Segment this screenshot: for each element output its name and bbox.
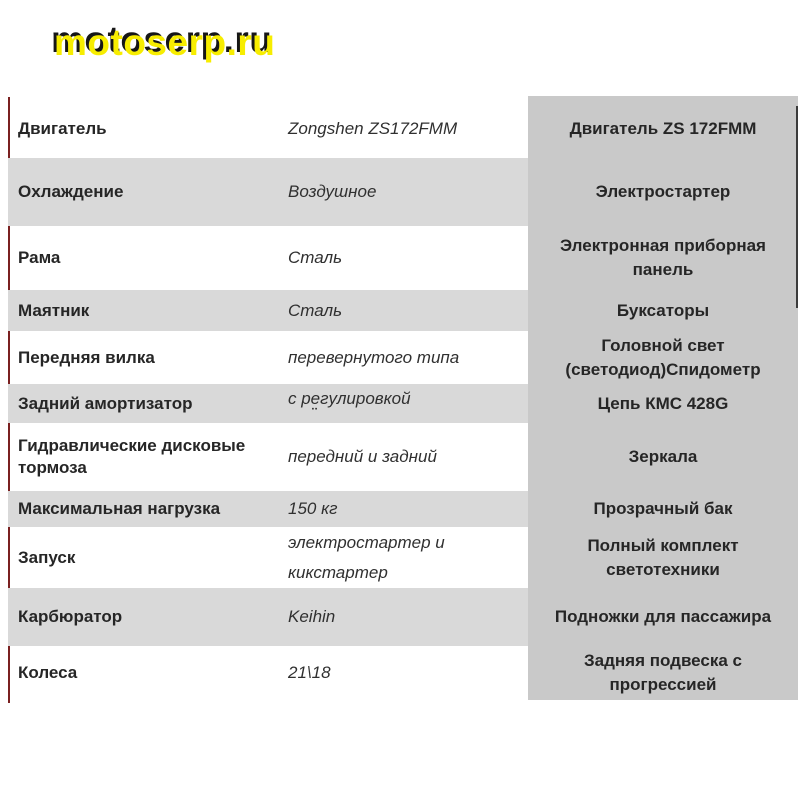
spec-value-line1: с регулировкой	[288, 388, 411, 408]
spec-value-cutoff-line: ¨	[312, 404, 319, 422]
feature-item-text: Прозрачный бак	[593, 499, 733, 518]
feature-item	[528, 423, 798, 491]
feature-item	[528, 158, 798, 226]
feature-item	[528, 588, 798, 646]
spec-label-text: Охлаждение	[18, 182, 124, 201]
spec-value-text: 21\18	[288, 663, 331, 682]
spec-value	[280, 331, 528, 384]
spec-value-text: перевернутого типа	[288, 347, 460, 367]
spec-value-text: 150 кг	[288, 499, 338, 518]
table-row	[8, 331, 798, 384]
spec-label	[8, 100, 280, 158]
spec-value	[280, 290, 528, 331]
feature-item-text: Полный комплект светотехники	[587, 535, 739, 579]
feature-item	[528, 491, 798, 527]
spec-label-text: Колеса	[18, 663, 78, 682]
feature-item-text: Цепь КМС 428G	[597, 393, 729, 413]
spec-label-text: Рама	[18, 248, 61, 267]
table-row	[8, 226, 798, 290]
spec-label	[8, 527, 280, 588]
spec-label-text: Задний амортизатор	[18, 393, 193, 413]
spec-label-text: Передняя вилка	[18, 347, 155, 367]
spec-value	[280, 491, 528, 527]
table-row	[8, 100, 798, 158]
spec-label-text: Максимальная нагрузка	[18, 499, 221, 518]
feature-item-text: Двигатель ZS 172FMM	[569, 119, 757, 138]
spec-value	[280, 100, 528, 158]
spec-value	[280, 384, 528, 423]
feature-item-text: Зеркала	[628, 447, 698, 466]
spec-label-text: Двигатель	[18, 119, 107, 138]
table-row	[8, 491, 798, 527]
table-row	[8, 384, 798, 423]
feature-item-text: Электронная приборная панель	[560, 236, 766, 279]
feature-item	[528, 646, 798, 700]
spec-label-text: Гидравлические дисковые тормоза	[18, 436, 246, 477]
feature-item-text: Электростартер	[595, 182, 731, 201]
spec-value-text: Сталь	[288, 300, 343, 320]
spec-label	[8, 423, 280, 491]
spec-value-text: Сталь	[288, 248, 343, 267]
spec-label	[8, 588, 280, 646]
feature-item	[528, 527, 798, 588]
spec-label-text: Запуск	[18, 547, 76, 567]
spec-value-text: электростартер и кикстартер	[288, 532, 445, 582]
spec-label-text: Маятник	[18, 300, 90, 320]
feature-item	[528, 384, 798, 423]
spec-value	[280, 226, 528, 290]
spec-label	[8, 646, 280, 700]
spec-label	[8, 384, 280, 423]
spec-value	[280, 423, 528, 491]
spec-value	[280, 527, 528, 588]
spec-label	[8, 331, 280, 384]
spec-value-text: Воздушное	[288, 182, 377, 201]
feature-item	[528, 290, 798, 331]
feature-item-text: Головной свет (светодиод)Спидометр	[565, 335, 761, 379]
spec-table	[8, 100, 798, 700]
spec-value	[280, 158, 528, 226]
spec-value	[280, 588, 528, 646]
feature-item	[528, 226, 798, 290]
table-row	[8, 646, 798, 700]
site-logo-watermark: motoserp.ru	[54, 22, 276, 63]
spec-value-text	[288, 388, 411, 422]
feature-item-text: Задняя подвеска с прогрессией	[584, 651, 742, 694]
spec-label	[8, 158, 280, 226]
spec-value-text: Zongshen ZS172FMM	[288, 119, 458, 138]
spec-label	[8, 491, 280, 527]
spec-label	[8, 290, 280, 331]
spec-label	[8, 226, 280, 290]
table-row	[8, 158, 798, 226]
feature-item-text: Подножки для пассажира	[554, 607, 772, 626]
table-row	[8, 527, 798, 588]
feature-item	[528, 100, 798, 158]
spec-label-text: Карбюратор	[18, 607, 123, 626]
feature-item-text: Буксаторы	[616, 300, 710, 320]
spec-value	[280, 646, 528, 700]
table-row	[8, 588, 798, 646]
spec-value-text: Keihin	[288, 607, 336, 626]
table-row	[8, 423, 798, 491]
spec-value-text: передний и задний	[288, 447, 437, 466]
feature-item	[528, 331, 798, 384]
table-row	[8, 290, 798, 331]
